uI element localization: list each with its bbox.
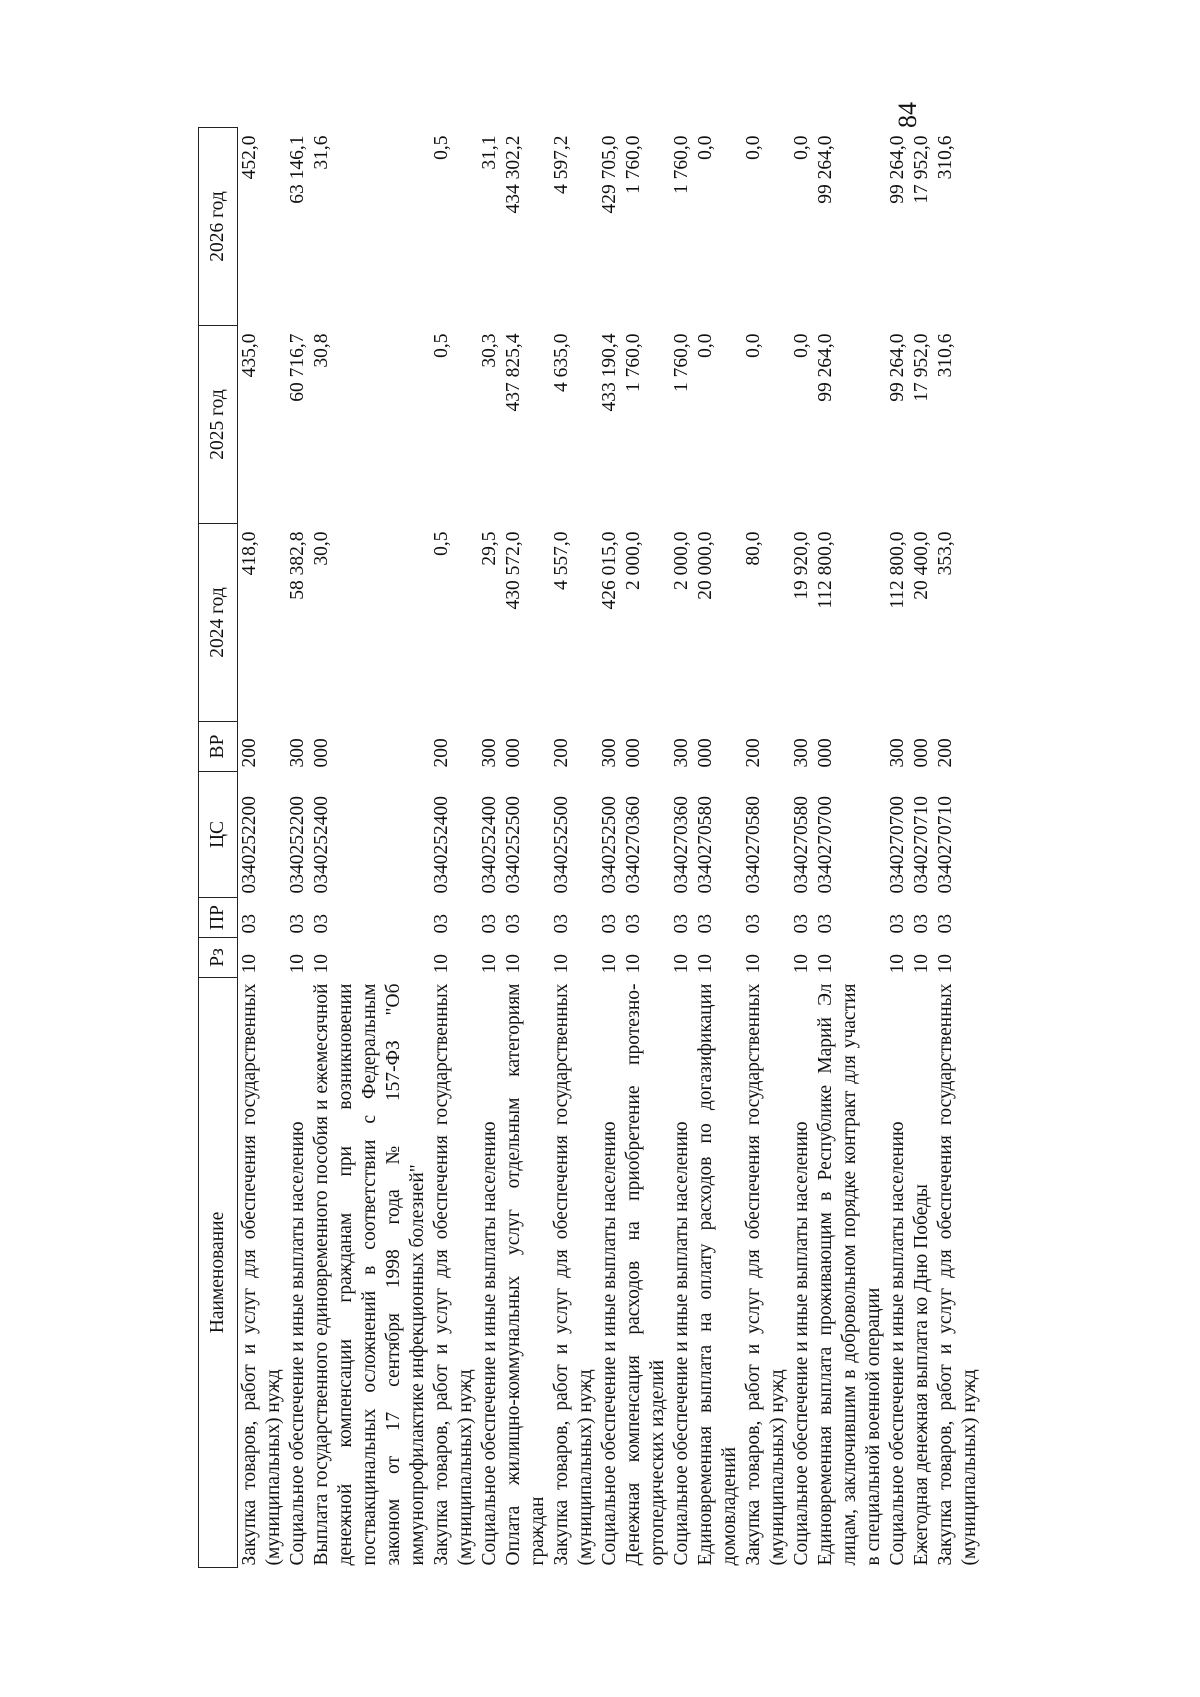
row-cs: 0340270580	[695, 796, 716, 894]
row-2025: 60 716,7	[287, 333, 308, 402]
row-rz: 10	[503, 954, 524, 974]
row-2026: 429 705,0	[599, 135, 620, 214]
row-cs: 0340252400	[479, 796, 500, 894]
row-pr: 03	[671, 914, 692, 934]
row-vr: 200	[431, 738, 452, 768]
row-rz: 10	[911, 954, 932, 974]
page-number: 84	[893, 102, 922, 128]
table-row	[694, 128, 742, 1568]
row-cs: 0340270580	[743, 796, 764, 894]
table-row	[478, 128, 502, 1568]
row-pr: 03	[623, 914, 644, 934]
header-name: Наименование	[199, 978, 238, 1568]
row-pr: 03	[503, 914, 524, 934]
row-2026: 4 597,2	[551, 135, 572, 194]
header-rz: Рз	[199, 938, 238, 978]
table-row	[886, 128, 910, 1568]
row-2026: 0,0	[791, 135, 812, 160]
row-2024: 430 572,0	[503, 531, 524, 610]
row-vr: 200	[743, 738, 764, 768]
row-vr: 200	[935, 738, 956, 768]
row-cs: 0340252400	[431, 796, 452, 894]
row-vr: 300	[479, 738, 500, 768]
row-name: Оплата жилищно-коммунальных услуг отдельным категориям граждан	[503, 983, 548, 1566]
row-2024: 20 400,0	[911, 531, 932, 600]
row-2026: 310,6	[935, 135, 956, 180]
row-name: Закупка товаров, работ и услуг для обеспечения государственных (муниципальных) нужд	[431, 983, 476, 1566]
row-cs: 0340270710	[911, 796, 932, 894]
row-pr: 03	[431, 914, 452, 934]
row-2026: 1 760,0	[671, 135, 692, 194]
header-row	[199, 128, 238, 1568]
rotated-table-wrapper	[198, 128, 978, 1568]
row-2026: 1 760,0	[623, 135, 644, 194]
row-2026: 99 264,0	[815, 135, 836, 204]
row-2026: 0,5	[431, 135, 452, 160]
row-vr: 000	[695, 738, 716, 768]
row-pr: 03	[599, 914, 620, 934]
row-name: Ежегодная денежная выплата ко Дню Победы	[911, 1183, 932, 1566]
row-vr: 200	[551, 738, 572, 768]
row-2025: 435,0	[239, 333, 260, 378]
row-2026: 17 952,0	[911, 135, 932, 204]
row-pr: 03	[791, 914, 812, 934]
row-2025: 17 952,0	[911, 333, 932, 402]
header-cs: ЦС	[199, 772, 238, 898]
table-row	[622, 128, 670, 1568]
row-2024: 0,5	[431, 531, 452, 556]
header-2026: 2026 год	[199, 128, 238, 326]
row-rz: 10	[239, 954, 260, 974]
row-vr: 000	[503, 738, 524, 768]
row-rz: 10	[815, 954, 836, 974]
row-2025: 30,8	[311, 333, 332, 368]
header-vr: ВР	[199, 722, 238, 772]
row-2024: 58 382,8	[287, 531, 308, 600]
row-name: Закупка товаров, работ и услуг для обеспечения государственных (муниципальных) нужд	[551, 983, 596, 1566]
row-2025: 0,0	[695, 333, 716, 358]
table-row	[814, 128, 886, 1568]
row-cs: 0340270700	[887, 796, 908, 894]
row-rz: 10	[695, 954, 716, 974]
budget-table	[198, 127, 982, 1568]
row-name: Денежная компенсация расходов на приобретение протезно-ортопедических изделий	[623, 983, 668, 1566]
row-cs: 0340252400	[311, 796, 332, 894]
row-2024: 4 557,0	[551, 531, 572, 590]
row-rz: 10	[887, 954, 908, 974]
table-row	[790, 128, 814, 1568]
row-2024: 20 000,0	[695, 531, 716, 600]
table-row	[286, 128, 310, 1568]
row-2026: 31,6	[311, 135, 332, 170]
row-2025: 1 760,0	[671, 333, 692, 392]
table-row	[934, 128, 982, 1568]
row-name: Социальное обеспечение и иные выплаты населению	[479, 1121, 500, 1566]
row-rz: 10	[431, 954, 452, 974]
row-cs: 0340252500	[599, 796, 620, 894]
table-row	[670, 128, 694, 1568]
row-pr: 03	[695, 914, 716, 934]
row-cs: 0340270360	[623, 796, 644, 894]
row-rz: 10	[671, 954, 692, 974]
row-pr: 03	[815, 914, 836, 934]
row-2025: 437 825,4	[503, 333, 524, 412]
row-rz: 10	[935, 954, 956, 974]
header-pr: ПР	[199, 898, 238, 938]
row-2024: 30,0	[311, 531, 332, 566]
row-name: Закупка товаров, работ и услуг для обеспечения государственных (муниципальных) нужд	[935, 983, 980, 1566]
row-name: Социальное обеспечение и иные выплаты населению	[791, 1121, 812, 1566]
table-body	[238, 128, 983, 1568]
row-rz: 10	[287, 954, 308, 974]
row-2025: 30,3	[479, 333, 500, 368]
row-vr: 000	[815, 738, 836, 768]
row-vr: 200	[239, 738, 260, 768]
row-vr: 300	[599, 738, 620, 768]
row-pr: 03	[479, 914, 500, 934]
row-2025: 0,5	[431, 333, 452, 358]
row-2026: 63 146,1	[287, 135, 308, 204]
row-2024: 353,0	[935, 531, 956, 576]
row-name: Выплата государственного единовременного пособия и ежемесячной денежной компенсации гражданам при возникновении поствакцинальных осложнений в соответствии с Федеральным законом от 17 сентября 1998 года № 157-ФЗ "Об иммунопрофилактике инфекционных болезней"	[311, 983, 428, 1566]
row-2025: 0,0	[791, 333, 812, 358]
row-vr: 000	[911, 738, 932, 768]
table-row	[502, 128, 550, 1568]
row-rz: 10	[479, 954, 500, 974]
row-2024: 112 800,0	[815, 531, 836, 609]
row-2025: 1 760,0	[623, 333, 644, 392]
row-pr: 03	[935, 914, 956, 934]
row-2025: 433 190,4	[599, 333, 620, 412]
row-cs: 0340270580	[791, 796, 812, 894]
row-2026: 99 264,0	[887, 135, 908, 204]
row-pr: 03	[743, 914, 764, 934]
row-2026: 0,0	[743, 135, 764, 160]
table-row	[910, 128, 934, 1568]
row-2024: 112 800,0	[887, 531, 908, 609]
row-rz: 10	[551, 954, 572, 974]
row-2024: 80,0	[743, 531, 764, 566]
row-2026: 452,0	[239, 135, 260, 180]
row-rz: 10	[599, 954, 620, 974]
row-cs: 0340252200	[239, 796, 260, 894]
row-2024: 2 000,0	[671, 531, 692, 590]
row-2025: 99 264,0	[815, 333, 836, 402]
row-pr: 03	[239, 914, 260, 934]
row-2024: 2 000,0	[623, 531, 644, 590]
row-2024: 418,0	[239, 531, 260, 576]
row-2026: 0,0	[695, 135, 716, 160]
row-rz: 10	[623, 954, 644, 974]
row-name: Социальное обеспечение и иные выплаты населению	[671, 1121, 692, 1566]
row-2026: 434 302,2	[503, 135, 524, 214]
header-2025: 2025 год	[199, 326, 238, 524]
table-row	[238, 128, 287, 1568]
row-rz: 10	[743, 954, 764, 974]
row-2025: 310,6	[935, 333, 956, 378]
table-row	[550, 128, 598, 1568]
row-pr: 03	[311, 914, 332, 934]
row-pr: 03	[887, 914, 908, 934]
row-cs: 0340252200	[287, 796, 308, 894]
row-name: Социальное обеспечение и иные выплаты населению	[887, 1121, 908, 1566]
row-name: Социальное обеспечение и иные выплаты населению	[287, 1121, 308, 1566]
row-2025: 4 635,0	[551, 333, 572, 392]
header-2024: 2024 год	[199, 524, 238, 722]
row-2025: 99 264,0	[887, 333, 908, 402]
table-row	[430, 128, 478, 1568]
table-row	[742, 128, 790, 1568]
row-vr: 300	[887, 738, 908, 768]
row-cs: 0340252500	[551, 796, 572, 894]
row-name: Социальное обеспечение и иные выплаты населению	[599, 1121, 620, 1566]
row-name: Единовременная выплата проживающим в Республике Марий Эл лицам, заключившим в добровольном порядке контракт для участия в специальной военной операции	[815, 983, 884, 1566]
row-cs: 0340270710	[935, 796, 956, 894]
row-vr: 000	[623, 738, 644, 768]
row-2024: 426 015,0	[599, 531, 620, 610]
row-pr: 03	[911, 914, 932, 934]
row-rz: 10	[791, 954, 812, 974]
row-vr: 000	[311, 738, 332, 768]
row-name: Единовременная выплата на оплату расходов по догазификации домовладений	[695, 983, 740, 1566]
row-name: Закупка товаров, работ и услуг для обеспечения государственных (муниципальных) нужд	[239, 983, 284, 1566]
row-vr: 300	[791, 738, 812, 768]
table-row	[310, 128, 430, 1568]
row-cs: 0340270360	[671, 796, 692, 894]
row-vr: 300	[671, 738, 692, 768]
row-2024: 19 920,0	[791, 531, 812, 600]
row-vr: 300	[287, 738, 308, 768]
table-row	[598, 128, 622, 1568]
row-name: Закупка товаров, работ и услуг для обеспечения государственных (муниципальных) нужд	[743, 983, 788, 1566]
row-rz: 10	[311, 954, 332, 974]
row-2026: 31,1	[479, 135, 500, 170]
row-2025: 0,0	[743, 333, 764, 358]
row-cs: 0340270700	[815, 796, 836, 894]
row-2024: 29,5	[479, 531, 500, 566]
row-cs: 0340252500	[503, 796, 524, 894]
row-pr: 03	[551, 914, 572, 934]
row-pr: 03	[287, 914, 308, 934]
